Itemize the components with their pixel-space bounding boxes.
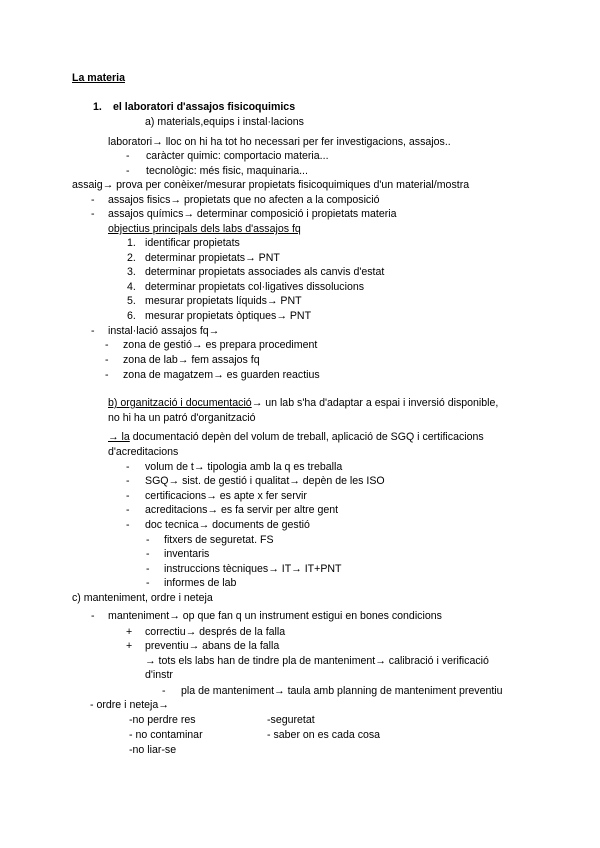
- doc-item-5: doc tecnica→ documents de gestió: [145, 519, 310, 531]
- zone-item-2: zona de lab→ fem assajos fq: [123, 354, 260, 366]
- section-c-heading: c) manteniment, ordre i neteja: [72, 592, 213, 604]
- bullet-dash: -: [91, 208, 95, 220]
- bullet-dash: -: [126, 519, 130, 531]
- installacio-line: instal·lació assajos fq→: [108, 325, 220, 337]
- bullet-dash: -: [126, 165, 130, 177]
- objectiu-text: determinar propietats associades als canvis d'estat: [145, 266, 385, 278]
- mant-note-2: d'instr: [145, 669, 173, 681]
- lab-item-2: tecnològic: més fisic, maquinaria...: [146, 165, 308, 177]
- ordre-left-1: -no perdre res: [129, 714, 196, 726]
- objectiu-number: 6.: [127, 310, 136, 322]
- ordre-left-3: -no liar-se: [129, 744, 177, 756]
- bullet-dash: -: [105, 369, 109, 381]
- zone-item-1: zona de gestió→ es prepara procediment: [123, 339, 318, 351]
- doc-tec-item-2: inventaris: [164, 548, 210, 560]
- assaig-item-1: assajos fisics→ propietats que no afecten a la composició: [108, 194, 380, 206]
- mant-item-1: correctiu→ després de la falla: [145, 626, 286, 638]
- bullet-plus: +: [126, 626, 133, 638]
- objectiu-number: 1.: [127, 237, 136, 249]
- objectiu-number: 3.: [127, 266, 136, 278]
- doc-item-3: certificacions→ es apte x fer servir: [145, 490, 307, 502]
- zone-item-3: zona de magatzem→ es guarden reactius: [123, 369, 320, 381]
- documentation-line: [108, 430, 484, 444]
- doc-tec-item-1: fitxers de seguretat. FS: [164, 534, 274, 546]
- lab-item-1: caràcter quimic: comportacio materia...: [146, 150, 329, 162]
- objectiu-number: 2.: [127, 252, 136, 264]
- section-b-rest: → un lab s'ha d'adaptar a espai i inversió disponible,: [251, 397, 499, 409]
- ordre-right-1: -seguretat: [267, 714, 315, 726]
- doc-item-2: SGQ→ sist. de gestió i qualitat→ depèn de les ISO: [145, 475, 385, 487]
- objectiu-number: 5.: [127, 295, 136, 307]
- ordre-line: - ordre i neteja→: [90, 699, 169, 711]
- bullet-dash: -: [105, 354, 109, 366]
- bullet-dash: -: [126, 461, 130, 473]
- doc-tec-item-4: informes de lab: [164, 577, 237, 589]
- bullet-dash: -: [146, 577, 150, 589]
- bullet-dash: -: [162, 685, 166, 697]
- bullet-dash: -: [126, 150, 130, 162]
- objectiu-text: mesurar propietats líquids→ PNT: [145, 295, 302, 307]
- doc-arrow: →: [108, 431, 122, 443]
- bullet-dash: -: [105, 339, 109, 351]
- doc-line-rest: documentació depèn del volum de treball, aplicació de SGQ i certificacions: [129, 431, 484, 443]
- objectiu-text: mesurar propietats òptiques→ PNT: [145, 310, 312, 322]
- bullet-dash: -: [146, 548, 150, 560]
- bullet-dash: -: [146, 534, 150, 546]
- doc-tec-item-3: instruccions tècniques→ IT→ IT+PNT: [164, 563, 342, 575]
- lab-definition: laboratori→ lloc on hi ha tot ho necessari per fer investigacions, assajos..: [108, 136, 451, 148]
- objectiu-text: determinar propietats col·ligatives dissolucions: [145, 281, 365, 293]
- ordre-left-2: - no contaminar: [129, 729, 203, 741]
- doc-item-4: acreditacions→ es fa servir per altre gent: [145, 504, 339, 516]
- objectiu-text: identificar propietats: [145, 237, 240, 249]
- section-b-label: b) organització i documentació: [108, 397, 252, 409]
- doc-item-1: volum de t→ tipologia amb la q es treballa: [145, 461, 343, 473]
- section-b-line2: no hi ha un patró d'organització: [108, 412, 256, 424]
- ordre-right-2: - saber on es cada cosa: [267, 729, 381, 741]
- bullet-dash: -: [91, 325, 95, 337]
- mant-note-1: → tots els labs han de tindre pla de manteniment→ calibració i verificació: [145, 655, 489, 667]
- bullet-dash: -: [91, 610, 95, 622]
- heading-number: 1.: [93, 101, 102, 113]
- bullet-dash: -: [126, 504, 130, 516]
- page-title: La materia: [72, 72, 125, 84]
- section-b-heading: [108, 396, 498, 410]
- objectiu-number: 4.: [127, 281, 136, 293]
- bullet-dash: -: [91, 194, 95, 206]
- mant-item-2: preventiu→ abans de la falla: [145, 640, 280, 652]
- assaig-definition: assaig→ prova per conèixer/mesurar propietats fisicoquimiques d'un material/mostra: [72, 179, 470, 191]
- manteniment-line: manteniment→ op que fan q un instrument estigui en bones condicions: [108, 610, 442, 622]
- objectiu-text: determinar propietats→ PNT: [145, 252, 280, 264]
- heading-1: el laboratori d'assajos fisicoquimics: [113, 101, 296, 113]
- doc-underlined-word: la: [121, 431, 130, 443]
- bullet-dash: -: [146, 563, 150, 575]
- documentation-line2: d'acreditacions: [108, 446, 179, 458]
- bullet-dash: -: [126, 490, 130, 502]
- assaig-item-2: assajos químics→ determinar composició i propietats materia: [108, 208, 397, 220]
- bullet-dash: -: [126, 475, 130, 487]
- pla-line: pla de manteniment→ taula amb planning de manteniment preventiu: [181, 685, 503, 697]
- objectius-title: objectius principals dels labs d'assajos fq: [108, 223, 301, 235]
- section-a-heading: a) materials,equips i instal·lacions: [145, 116, 304, 128]
- bullet-plus: +: [126, 640, 133, 652]
